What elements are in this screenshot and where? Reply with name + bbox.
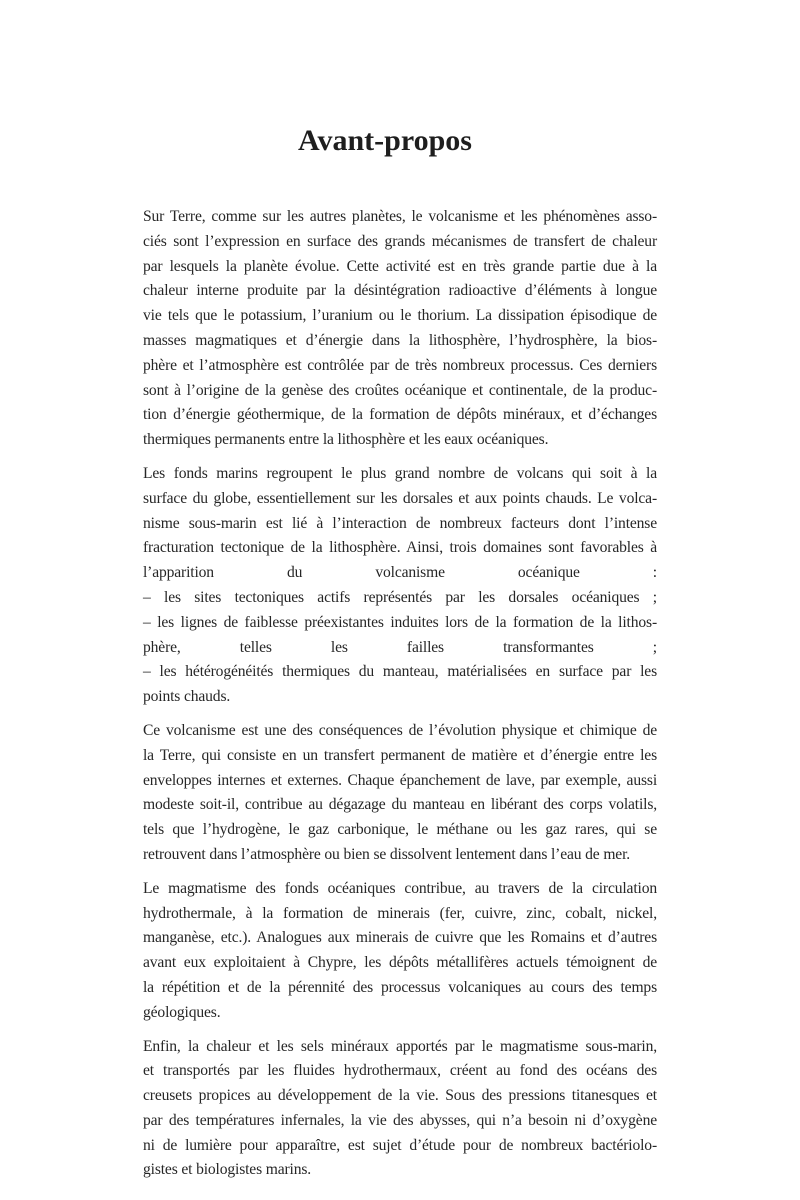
text-line: Enfin, la chaleur et les sels minéraux apportés par le magmatisme sous-marin,	[143, 1037, 657, 1055]
text-line: géologiques.	[143, 1003, 221, 1021]
text-line: thermiques permanents entre la lithosphère et les eaux océaniques.	[143, 431, 549, 449]
text-line: la répétition et de la pérennité des processus volcaniques au cours des temps	[143, 978, 657, 996]
text-line: hydrothermale, à la formation de minerais (fer, cuivre, zinc, cobalt, nickel,	[143, 904, 657, 922]
paragraph	[143, 205, 657, 453]
text-line: par lesquels la planète évolue. Cette activité est en très grande partie due à la	[143, 257, 657, 275]
text-line: Le magmatisme des fonds océaniques contribue, au travers de la circulation	[143, 879, 657, 897]
text-line: phère, telles les failles transformantes ;	[143, 638, 657, 656]
body-text	[143, 205, 657, 1192]
text-line: tels que l’hydrogène, le gaz carbonique, le méthane ou les gaz rares, qui se	[143, 821, 657, 839]
text-line: ni de lumière pour apparaître, est sujet d’étude pour de nombreux bactériolo-	[143, 1136, 657, 1154]
text-line: fracturation tectonique de la lithosphère. Ainsi, trois domaines sont favorables à	[143, 539, 657, 557]
text-line: Les fonds marins regroupent le plus grand nombre de volcans qui soit à la	[143, 464, 657, 482]
paragraph	[143, 877, 657, 1026]
paragraph	[143, 462, 657, 710]
text-line: l’apparition du volcanisme océanique :	[143, 564, 657, 582]
text-line: avant eux exploitaient à Chypre, les dépôts métallifères actuels témoignent de	[143, 954, 657, 972]
text-line: manganèse, etc.). Analogues aux minerais de cuivre que les Romains et d’autres	[143, 929, 657, 947]
text-line: modeste soit-il, contribue au dégazage du manteau en libérant des corps volatils,	[143, 796, 657, 814]
text-line: ciés sont l’expression en surface des grands mécanismes de transfert de chaleur	[143, 232, 657, 250]
text-line: gistes et biologistes marins.	[143, 1161, 312, 1179]
text-line: retrouvent dans l’atmosphère ou bien se dissolvent lentement dans l’eau de mer.	[143, 845, 631, 863]
paragraph	[143, 719, 657, 868]
text-line: – les lignes de faiblesse préexistantes induites lors de la formation de la lithos-	[143, 613, 657, 631]
text-line: vie tels que le potassium, l’uranium ou le thorium. La dissipation épisodique de	[143, 307, 657, 325]
text-line: chaleur interne produite par la désintégration radioactive d’éléments à longue	[143, 282, 657, 300]
text-line: surface du globe, essentiellement sur les dorsales et aux points chauds. Le volca-	[143, 489, 657, 507]
text-line: tion d’énergie géothermique, de la formation de dépôts minéraux, et d’échanges	[143, 406, 657, 424]
paragraph	[143, 1035, 657, 1184]
text-line: la Terre, qui consiste en un transfert permanent de matière et d’énergie entre les	[143, 746, 657, 764]
text-line: creusets propices au développement de la vie. Sous des pressions titanesques et	[143, 1087, 657, 1105]
text-line: Ce volcanisme est une des conséquences de l’évolution physique et chimique de	[143, 721, 657, 739]
text-line: enveloppes internes et externes. Chaque épanchement de lave, par exemple, aussi	[143, 771, 657, 789]
text-line: points chauds.	[143, 688, 231, 706]
page-title: Avant-propos	[298, 124, 472, 157]
text-line: Sur Terre, comme sur les autres planètes, le volcanisme et les phénomènes asso-	[143, 208, 657, 225]
text-line: masses magmatiques et d’énergie dans la lithosphère, l’hydrosphère, la bios-	[143, 331, 657, 349]
text-line: nisme sous-marin est lié à l’interaction de nombreux facteurs dont l’intense	[143, 514, 657, 532]
text-line: sont à l’origine de la genèse des croûtes océanique et continentale, de la produc-	[143, 381, 657, 399]
text-line: et transportés par les fluides hydrothermaux, créent au fond des océans des	[143, 1062, 657, 1080]
text-line: – les hétérogénéités thermiques du manteau, matérialisées en surface par les	[143, 663, 657, 681]
text-line: – les sites tectoniques actifs représentés par les dorsales océaniques ;	[143, 588, 657, 606]
text-line: phère et l’atmosphère est contrôlée par de très nombreux processus. Ces derniers	[143, 356, 657, 374]
text-line: par des températures infernales, la vie des abysses, qui n’a besoin ni d’oxygène	[143, 1111, 657, 1129]
